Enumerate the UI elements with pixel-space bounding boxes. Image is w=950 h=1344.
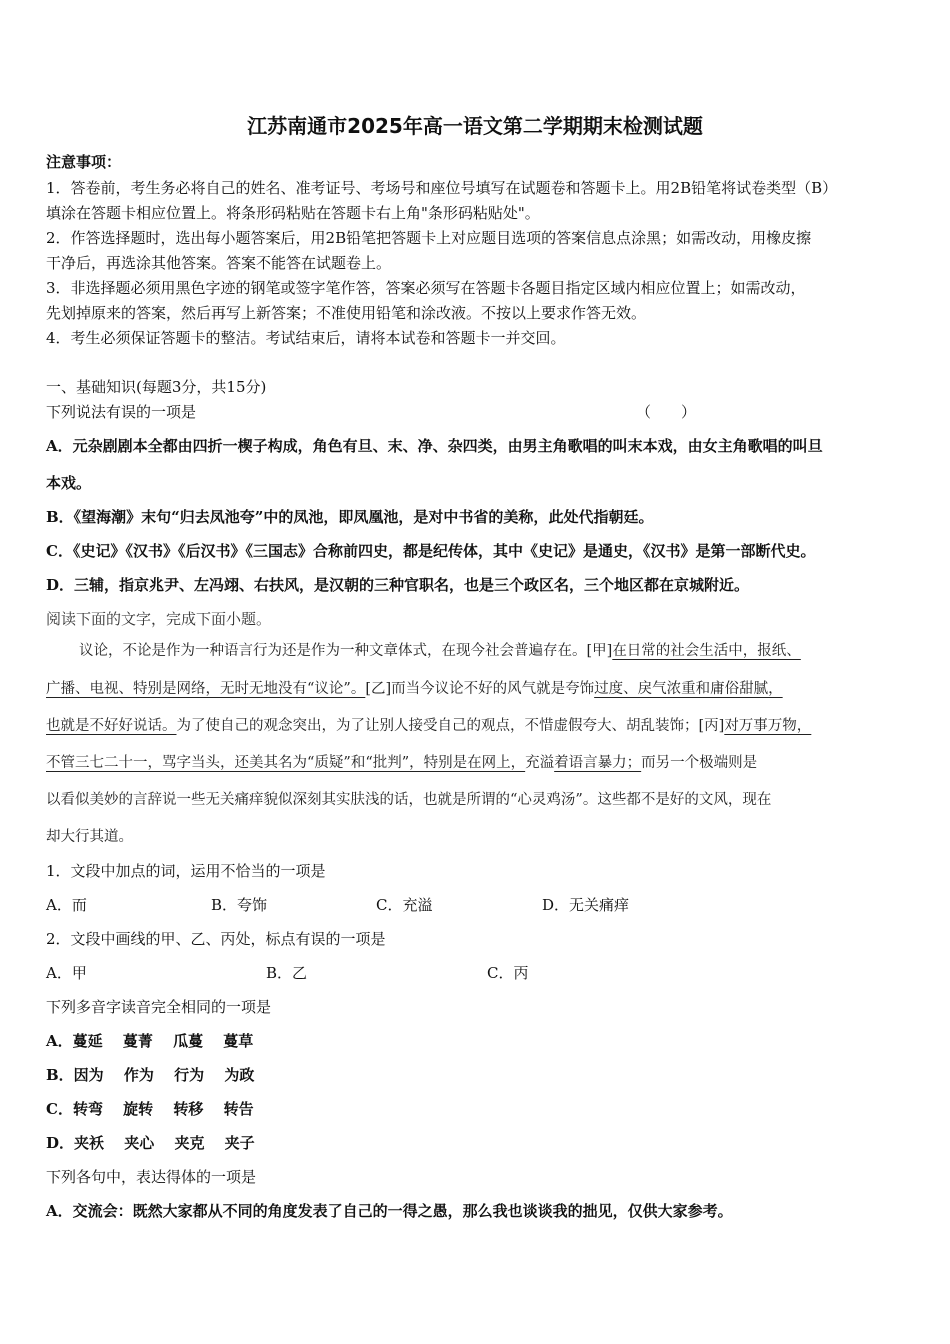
question-3-stem: 下列多音字读音完全相同的一项是 (46, 998, 272, 1016)
notice-line-2: 填涂在答题卡相应位置上。将条形码粘贴在答题卡右上角"条形码粘贴处"。 (46, 204, 540, 222)
subquestion-2-stem: 2．文段中画线的甲、乙、丙处，标点有误的一项是 (46, 930, 386, 948)
q3-option-d: D．夹袄 夹心 夹克 夹子 (46, 1134, 255, 1152)
underline-jia: 在日常的社会生活中，报纸、 (612, 643, 801, 659)
subquestion-1-stem: 1．文段中加点的词，运用不恰当的一项是 (46, 862, 326, 880)
underline-yi: 过度、戾气浓重和庸俗甜腻， (594, 681, 783, 697)
passage-line-4 (46, 753, 910, 773)
notice-line-4: 干净后，再选涂其他答案。答案不能答在试题卷上。 (46, 254, 392, 272)
sub1-option-b: B．夸饰 (211, 896, 268, 914)
question-1-stem (46, 402, 910, 422)
passage-text: [乙]而当今议论不好的风气就是 (365, 681, 566, 697)
passage-line-1 (79, 641, 910, 661)
q1-option-c: C．《史记》《汉书》《后汉书》《三国志》合称前四史，都是纪传体，其中《史记》是通史，《汉书》是第一部断代史。 (46, 542, 816, 560)
q3-option-c: C．转弯 旋转 转移 转告 (46, 1100, 254, 1118)
passage-line-3 (46, 716, 910, 736)
passage-text: 议论，不论是作为一种语言行为还是作为一种文章体式，在现今社会普遍存在。[甲] (79, 643, 613, 659)
q1-option-a: A．元杂剧剧本全都由四折一楔子构成，角色有旦、末、净、杂四类，由男主角歌唱的叫末本戏，由女主角歌唱的叫旦 (46, 437, 823, 455)
passage-line-5: 以看似美妙的言辞说一些无关痛痒貌似深刻其实肤浅的话，也就是所谓的“心灵鸡汤”。这些都不是好的文风，现在 (46, 792, 772, 808)
underline-bing-mid: 不管三七二十一，骂字当头，还美其名为“质疑”和“批判”，特别是在网上， (46, 755, 526, 771)
passage-text: 而另一个极端则是 (641, 755, 758, 771)
notice-line-7: 4．考生必须保证答题卡的整洁。考试结束后，请将本试卷和答题卡一并交回。 (46, 329, 566, 347)
passage-text: 为了使自己的观念突出，为了让别人接受自己的观点，不惜虚假夸大、胡乱装饰；[丙] (176, 718, 725, 734)
notice-line-1: 1．答卷前，考生务必将自己的姓名、准考证号、考场号和座位号填写在试题卷和答题卡上。用2B铅笔将试卷类型（B） (46, 179, 838, 197)
answer-parentheses: （ ） (636, 403, 697, 421)
underline-yi-end: 也就是不好好说话。 (46, 718, 177, 734)
notice-line-3: 2．作答选择题时，选出每小题答案后，用2B铅笔把答题卡上对应题目选项的答案信息点涂黑；如需改动，用橡皮擦 (46, 229, 812, 247)
q1-option-b: B．《望海潮》末句“归去凤池夸”中的凤池，即凤凰池，是对中书省的美称，此处代指朝廷。 (46, 508, 654, 526)
q1-option-a-cont: 本戏。 (46, 474, 92, 492)
notice-heading: 注意事项： (46, 153, 122, 171)
q3-option-a: A．蔓延 蔓菁 瓜蔓 蔓草 (46, 1032, 254, 1050)
sub1-option-a: A．而 (46, 896, 87, 914)
notice-line-5: 3．非选择题必须用黑色字迹的钢笔或签字笔作答，答案必须写在答题卡各题目指定区域内相应位置上；如需改动， (46, 279, 806, 297)
reading-intro: 阅读下面的文字，完成下面小题。 (46, 610, 272, 628)
q1-option-d: D．三辅，指京兆尹、左冯翊、右扶风，是汉朝的三种官职名，也是三个政区名，三个地区都在京城附近。 (46, 576, 750, 594)
sub1-option-c: C．充溢 (376, 896, 433, 914)
underline-bing: 对万事万物， (724, 718, 812, 734)
sub2-option-b: B．乙 (266, 964, 308, 982)
passage-line-2 (46, 679, 910, 699)
question-4-stem: 下列各句中，表达得体的一项是 (46, 1168, 257, 1186)
dotted-word-kuashi: 夸饰 (565, 681, 595, 697)
page-title: 江苏南通市2025年高一语文第二学期期末检测试题 (247, 114, 703, 138)
sub2-option-c: C．丙 (487, 964, 529, 982)
q3-option-b: B．因为 作为 行为 为政 (46, 1066, 255, 1084)
passage-line-6: 却大行其道。 (46, 829, 133, 845)
q4-option-a: A．交流会：既然大家都从不同的角度发表了自己的一得之愚，那么我也谈谈我的拙见，仅供大家参考。 (46, 1202, 733, 1220)
question-1-text: 下列说法有误的一项是 (46, 403, 197, 421)
section-heading: 一、基础知识(每题3分，共15分) (46, 378, 267, 396)
notice-line-6: 先划掉原来的答案，然后再写上新答案；不准使用铅笔和涂改液。不按以上要求作答无效。 (46, 304, 647, 322)
sub2-option-a: A．甲 (46, 964, 87, 982)
underline-bing-end: 着语言暴力； (554, 755, 642, 771)
dotted-word-chongyi: 充溢 (525, 755, 555, 771)
underline-jia-end: 广播、电视、特别是网络，无时无地没有“议论”。 (46, 681, 366, 697)
sub1-option-d: D．无关痛痒 (542, 896, 630, 914)
